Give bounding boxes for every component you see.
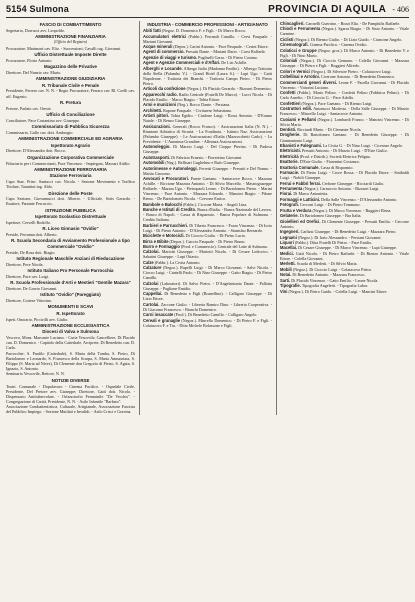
directory-entry (280, 74, 409, 79)
entry-text: (Negoz.). Di Cioccio Luigi. - Colaiacovo Pietro. (292, 266, 372, 272)
entry-category: Automobili (143, 160, 165, 166)
entry-text: Leone F. - Pacella Giovanni. - Di Placido Vincenzo. - Vittorini Luciano. (280, 79, 409, 90)
entry-text: Cecconi Luigi. - Di Pietro Tommaso. (299, 202, 361, 208)
entry-category: Tipografie. (280, 283, 301, 289)
entry-category: Agenti di commercio. (143, 49, 185, 55)
directory-text: Conciliatore, Pace Costantino avv. Giuseppe. (6, 117, 80, 123)
entry-category: Confetti (280, 90, 296, 96)
entry-category: Colaticci e Gruppe (280, 47, 317, 53)
directory-entry (143, 34, 272, 44)
directory-text: Associazione Combattentistica, Culturale, Artigianale, Associazione Fascista del Pubblico Impiego. - Sezione Mutilati e Invalidi. - Asilo Crisci e Gravina. (6, 404, 135, 415)
entry-category: Chincaglieri. (280, 21, 305, 26)
directory-entry (143, 239, 272, 244)
directory-entry (143, 108, 272, 113)
directory-entry (143, 92, 272, 102)
entry-category: Burro e Formaggio (143, 243, 180, 249)
directory-entry (280, 143, 409, 148)
entry-text: (Negoz.). Sgarra Biagio. - Di Sisto Antonio. - Vitale Carmine. (280, 26, 409, 37)
directory-entry (280, 106, 409, 116)
directory-text: Segretario, Dorrucci avv. Leopoldo. (6, 28, 65, 34)
directory-entry (280, 289, 409, 294)
entry-text: Mariotti Giuseppe. - Mariotti Nicola. - Di Cesare Lodovico. - Sabatini Giuseppe. - Lupi Ottavio. (143, 249, 272, 260)
section-heading: AMMINISTRAZIONE FINANZIARIA (35, 34, 106, 40)
section-heading: R. Tribunale Civile e Penale (41, 82, 100, 88)
directory-entry (143, 281, 272, 291)
entry-text: Di Pietro Luigi. - Croce Rossa. - Di Placido Ettore. - Sinibaldi Luigi. - Nobili Giuseppe. (280, 170, 409, 181)
section-heading: R. Liceo Ginnasio "Ovidio" (42, 226, 99, 232)
entry-category: Dentisti. (280, 127, 297, 133)
entry-text: Caroselli Guerrino. - Bozzi Elia. - De Pamphilis Raffaele. (305, 21, 401, 26)
entry-category: Elettricità (280, 153, 299, 159)
entry-category: Ferrai e Fabbri ferrai. (280, 180, 321, 186)
directory-entry (280, 245, 409, 250)
directory-entry (143, 55, 272, 60)
directory-entry (143, 176, 272, 201)
page-number: 5154 (6, 4, 27, 14)
entry-category: Esattoria Comunale. (280, 164, 320, 170)
directory-entry (143, 144, 272, 154)
section-heading: R. Ispettorato (56, 310, 85, 316)
directory-entry (280, 90, 409, 100)
directory-entry (280, 213, 409, 218)
entry-category: Ingegneri. (280, 229, 300, 235)
entry-category: Architetti. (143, 107, 163, 113)
directory-entry (280, 80, 409, 90)
directory-entry (143, 102, 272, 107)
entry-category: Calzature (143, 265, 162, 271)
column-3 (276, 21, 409, 415)
entry-text: De Lisi Achille. (221, 60, 248, 66)
entry-category: Cappellai. (143, 291, 163, 297)
entry-text: (Negoz.). Di Marco Vincenzo. - Ruggieri Elena. (312, 207, 392, 213)
entry-text: Di Tiberio Francesco. - Forza Vincenzo. - Di Iorio Luigi. - Di Pietro Antonio. - D'Alessandro Antonio. - Stanislao Bernardo. (143, 222, 272, 233)
entry-category: Merletti. (280, 261, 296, 267)
entry-text: (Prod.). Di Benedetto Camillo. - Calligaro Angelo. (174, 312, 258, 318)
entry-text: (Negoz. gros.). Di Marco Antonio. - Di Benedetto V. e Figli. - Di Nino Mario. (280, 47, 409, 58)
entry-text: (Negoz.). Pace Gaetano. - Di Rienzo Luigi. (301, 100, 373, 106)
entry-text: Di Cioccio Giulio. - Di Pietro Lucio. (185, 233, 246, 239)
entry-category: Frutta e Verdura (280, 207, 312, 213)
section-heading: R. Scuola Secondaria di Avviamento Professionale a tipo Commerciale "Ovidio" (11, 238, 130, 249)
entry-text: Cicerone Antonio. - Di Benedetto Domenico. (320, 74, 396, 80)
entry-text: (Fabbr.). Mario Pelino. - Confetti Pelino (Fabbrica Pelino). - Di Carlo Aurelio. - Di Cioccio G. - Pace Adolfo. (280, 90, 409, 101)
entry-text: (Negoz.). Di Placido Gerardo. - Bizzarri Domenico. (186, 86, 272, 92)
section-heading: R. Pretura (60, 99, 81, 105)
entry-category: Autonoleggio. (143, 144, 171, 150)
entry-category: Liquori (280, 240, 294, 246)
entry-text: (Negoz.). Di Rienzo Giulio. - Di Lizio Guido. - Ciancone Angelo. (294, 36, 403, 42)
directory-text: Ispett. Onorario, Piccirilli avv. Giulio. (6, 316, 69, 322)
entry-text: (Negoz. D. Domenico F. e Figli. - Di Marco Rocco. (161, 28, 247, 34)
directory-entry (280, 235, 409, 240)
entry-text: (Fabbr.). Ciccone Maria. - Angeli Lina. (182, 201, 248, 207)
entry-text: Ferretti Giuseppe. - Presutti e Del Nonno. - Mattia Giacomo. (143, 165, 272, 176)
section-heading: AMMINISTRAZIONE GIUDIZIARIA (35, 76, 106, 82)
section-subheading: (Ufficio del Registro) (53, 40, 88, 45)
directory-text: Pretore, Parlato cav. Oreste. (6, 105, 52, 111)
directory-entry (280, 127, 409, 132)
section-heading: Ispettorato Agrario (50, 142, 91, 148)
text-columns (6, 21, 409, 415)
entry-category: Avvocati e Procuratori. (143, 176, 190, 182)
entry-category: Drogherie. (280, 132, 301, 138)
directory-text: Direttore, De Gravio Giovanni. (6, 285, 58, 291)
entry-category: Articoli da confezione (143, 86, 186, 92)
entry-category: Calzolai. (143, 249, 160, 255)
entry-text: (Negoz.). Di Silvestre Pietro. - Colaiacovo Luigi. (310, 68, 392, 74)
entry-text: Della Salle Vincenzo. - D'Alessandro Antonio. (321, 196, 398, 202)
entry-text: (Negoz.). Rupelli Luigi. - Di Marco Giovanni. - Salvi Nicola. - Ciocco Luigi. - Cantelli Paolo. - Di Nino Giuseppe. - Gatto Biagio. - Di Pietro Camillo. (143, 265, 272, 281)
entry-text: Di Bartolomeo Gaetano. - Di Benedetto Giuseppe. - Di Giannantonio Luigi. (280, 132, 409, 143)
entry-category: Notai. (280, 272, 292, 278)
entry-text: (Depos.). Ciaccio Pasquale. - Di Pietro Bruno. (169, 238, 246, 244)
section-heading: NOTIZIE DIVERSE (51, 377, 90, 383)
entry-category: Coltellinai e Arrotini. (280, 74, 320, 80)
directory-entry (280, 261, 409, 266)
directory-text: Direttore, Cortese Vittorino. (6, 298, 53, 304)
directory-entry (143, 49, 272, 54)
directory-entry (143, 155, 272, 160)
entry-category: Costruttori edili. (280, 106, 312, 112)
directory-text: Vescovo, Mons. Marcante Luciano. - Curia Vescovile, Cancelliere, Di Placido can. D. Domenico. - Capitolo della Cattedrale, Arciprete, Di Benedetto can. D. Carlo. (6, 335, 135, 351)
directory-entry (280, 278, 409, 283)
directory-entry (280, 58, 409, 68)
directory-entry (280, 37, 409, 42)
entry-text: Presutti Antonio. - Di Marzio Luigi. - D'Este Giulio. (301, 148, 388, 154)
entry-category: Vini (280, 288, 288, 294)
entry-category: Ciclisti (280, 36, 294, 42)
directory-entry (143, 28, 272, 33)
directory-entry (143, 302, 272, 312)
entry-text: (Negoz.). Di Pietro Guido. - Colella Luigi. - Mancini Ettore. (288, 288, 388, 294)
section-heading: Ufficio di Conciliazione (46, 111, 95, 117)
entry-text: Tipografia Angeletti. - Tipografia Labor. (301, 283, 369, 289)
directory-entry (280, 170, 409, 180)
entry-text: (Negoz.). Di Iorio Alessandro. - Persiani Giovanni. (297, 234, 382, 240)
directory-entry (143, 291, 272, 301)
entry-category: Commercianti generi diversi. (280, 79, 338, 85)
directory-entry (280, 69, 409, 74)
entry-text: Radio Centrale (Fratelli De Marco). - Lucci Nicola. - Di Placido Emilio. - Marco Biagio. - Tobia Ettore. (143, 91, 272, 102)
directory-entry (280, 229, 409, 234)
province-number: - 406 (392, 5, 409, 14)
entry-text: (Negoz.). Lombardi Franco. - Mancini Vincenzo. - Di Silvio Mario. (280, 116, 409, 127)
directory-text: Commissario, Gallo cav. dott. Ambrogio. (6, 129, 74, 135)
directory-entry (143, 233, 272, 238)
entry-text: (Neg.). Bellisari Guglielmo e Rufo Giuseppe. (165, 160, 240, 166)
directory-entry (280, 165, 409, 170)
directory-entry (280, 132, 409, 142)
entry-category: Artisti pittori. (143, 113, 170, 119)
entry-category: Farmacie. (280, 170, 300, 176)
entry-category: Calze (143, 259, 154, 265)
entry-text: Di Cesare Giuseppe. - Di Marco Vincenzo. - Lupi Giuseppe. (298, 245, 398, 251)
entry-category: Abiti fatti (143, 28, 161, 34)
entry-category: Confettieri (280, 100, 301, 106)
directory-entry (280, 148, 409, 153)
entry-text: Pugliselli Gerar. - Di Pietro Cosimo. (198, 54, 258, 60)
directory-entry (143, 318, 272, 328)
section-heading: AMMINISTRAZIONE COMMERCIALE ED AGRARIA (18, 136, 123, 142)
entry-text: D'Este Giulio. - Fiorentini Costanzo. (299, 159, 360, 165)
entry-text: Di Fabrizio Ernesto. - Fiorentino Giovanni. (171, 154, 243, 160)
directory-entry (280, 21, 409, 26)
directory-entry (280, 101, 409, 106)
entry-category: Elettricisti. (280, 148, 301, 154)
entry-category: Esattorie. (280, 159, 299, 165)
entry-category: Assicurazioni. (143, 123, 171, 129)
section-heading: Commissariato di Pubblica Sicurezza (31, 123, 110, 129)
section-heading: Direzione delle Poste (48, 190, 93, 196)
entry-category: Macellai. (280, 245, 298, 251)
entry-category: Mobili (280, 266, 292, 272)
directory-entry (143, 124, 272, 144)
directory-entry (143, 249, 272, 259)
entry-category: Agent e Agenzie Commerciali e d'Affari. (143, 60, 221, 66)
directory-text: Preside, De Rosa dott. Biagio. (6, 249, 56, 255)
directory-text: Procuratore, Florio Antonio. (6, 57, 53, 63)
directory-entry (280, 26, 409, 36)
entry-category: Fotografi. (280, 202, 299, 208)
entry-category: Legnami (280, 234, 297, 240)
city-name: Sulmona (29, 4, 69, 14)
entry-text: (Laboratori). Di Salvo Pietro. - D'Angelantonio Dante. - Pallotta Giuseppe. - Paglione Emidio. (143, 280, 272, 291)
page-city-heading (6, 4, 69, 14)
entry-category: Cereali e granaglie (143, 317, 181, 323)
directory-entry (143, 265, 272, 280)
directory-entry (280, 191, 409, 196)
directory-text: Direttore, Del Nunzio cav. Mario. (6, 69, 62, 75)
entry-category: Barbieri e Parrucchieri. (143, 222, 189, 228)
entry-category: Accumulatori elettrici (143, 33, 187, 39)
entry-text: (Fabbr.). Ditta Fratelli Di Pietro. - Pace Emilio. (294, 240, 373, 246)
directory-entry (280, 267, 409, 272)
section-heading: INDUSTRIA - COMMERCIO PROFESSIONI - ARTIGIANATO (147, 22, 268, 28)
entry-category: Carni insaccate (143, 312, 174, 318)
directory-entry (143, 86, 272, 91)
directory-entry (143, 66, 272, 86)
entry-text: Presutti Dante. - Mariani Dario. - Corsi Raffaele. (185, 49, 266, 55)
entry-category: Ferramenta (280, 186, 303, 192)
entry-category: Bambole e Balocchi (143, 201, 182, 207)
entry-category: Coloniali (280, 58, 298, 64)
entry-text: Cinema Pacifico. - Cinema Ovidio. (309, 42, 368, 48)
entry-category: Ebanisti e Falegnami. (280, 142, 322, 148)
entry-text: Rapone Pasquale. - Civitarese Sebastiano. (163, 107, 233, 113)
entry-text: Parete Gaetano. - Santacroce Rocco. - Mazzara Achille. - Riccione Mazzara Antonio. - Di Silvio Marcello. - Mastrogiuseppe Raffaele. - Mazara Ugo. - Pietropaoli Leone. - Di Bartolomeo Pietro. - Marini Vincenzo. - Pace Antonio. - Mazzara Edoardo. - Mancini Biagio. - Pilone Remo. - De Bartolomeis Nicola. - Cervone Enrico. (143, 176, 273, 202)
directory-text: Direttore, Pace cav. Luigi. (6, 273, 49, 279)
directory-entry (280, 159, 409, 164)
entry-category: Armi e munizioni (143, 102, 176, 108)
entry-text: Scuola di Merletti. - Di Silvio Maria. (296, 261, 358, 267)
directory-text: Seminario Vescovile, Rettore, N. N. (6, 371, 65, 377)
section-heading: Ispettorato Scolastico Distrettuale (34, 214, 107, 220)
directory-entry (280, 272, 409, 277)
entry-text: Di Bartolomeo Giuseppe. - Bar Italia. (299, 213, 362, 219)
entry-text: Di Marzio Luigi. - Del Cioppo Pierino. - Di Padova Giuseppe. (143, 144, 272, 155)
section-heading: Diocesi di Valva e Sulmona (42, 329, 99, 335)
directory-entry (143, 260, 272, 265)
section-heading: Istituto Regionale Maschile Anziani di Rieducazione (16, 255, 125, 261)
directory-entry (143, 207, 272, 222)
section-heading: FASCIO DI COMBATTIMENTO (39, 22, 102, 28)
directory-text: Presidente, Ferrero cav. N. N. - Regio Procuratore, Ferraro cav. Rl. Coelli cav. uff. Eugenio. (6, 88, 135, 99)
entry-text: (Prod. e Distrib.). Società Elettrica Peligna. (299, 153, 371, 159)
directory-entry (143, 312, 272, 317)
entry-text: Ricciardi Mario. - Di Clemente Nicola. (297, 127, 362, 133)
column-1 (6, 21, 135, 415)
entry-category: Banche e Istituti di Credito. (143, 207, 197, 213)
directory-entry (280, 181, 409, 186)
entry-category: Medici. (280, 250, 294, 256)
entry-text: (Depos.). Carini Antonio. - Pace Pasquale. - Cerini Ettore. (173, 44, 269, 49)
province-name: PROVINCIA DI AQUILA (268, 4, 387, 15)
entry-text: Cassa di Risparmio. (320, 164, 354, 170)
entry-category: Acque minerali (143, 44, 173, 49)
section-heading: AMMINISTRAZIONE ECCLESIASTICA (31, 322, 110, 328)
directory-entry (280, 186, 409, 191)
directory-text: Parrocchie: S. Panfilo (Cattedrale), S. Maria della Tomba, S. Pietro, Di Bartolomeo e Leonardo, S. Francesco della Scarpa, S. Maria Annunziata, S. Filippo (S. Maria ad Nives), Di Clemente don Gregorio di Pietro, S. Agata, S. Ignazio, S. Antonio. (6, 350, 135, 371)
directory-entry (280, 48, 409, 58)
entry-text: (Negoz.). Di Cioccio Gennaro. - Colella Giovanni. - Mazzara Giuseppe. - Di Pietro e Figli. - Ruggieri Alfredo. (280, 58, 409, 69)
entry-text: Antonucci Modesto. - Della Salle Giuseppe. - Di Marzio Francesco. - Mincello Luigi. - Santacroce Antonio. (280, 106, 409, 117)
section-heading: Stazione Ferroviaria (49, 173, 92, 179)
directory-entry (280, 42, 409, 47)
directory-text: Ispettore, Cervelli Rodolfo. (6, 220, 52, 226)
section-heading: Istituto Italiano Pro Personale Parrocchia (27, 267, 114, 273)
entry-text: Di Benedetto Antonio. - Mazzara Francesco. (292, 272, 366, 278)
directory-text: Direttore, Pece Nicola. (6, 261, 44, 267)
entry-text: Zaccone Giulio. - Libreria Ramiro Dino. - Libreria Cooperativa. - Di Giacomo Francesco. - Bianchi Domenico. (143, 301, 272, 312)
directory-entry (280, 208, 409, 213)
entry-category: Cuoiami e Pellami (280, 116, 317, 122)
entry-text: Di Marco Antonietta. (293, 191, 329, 197)
entry-category: Biciclette e Motocicli. (143, 233, 185, 239)
directory-entry (143, 223, 272, 233)
section-heading: MONUMENTI E SCAVI (47, 304, 94, 310)
entry-category: Agenzie di viaggi e turismo. (143, 54, 198, 60)
directory-entry (280, 283, 409, 288)
directory-text: Procuratore, Marimoni cav. Elio. - Successioni, Cavalli rag. Giovanni. (6, 45, 122, 51)
column-2 (139, 21, 272, 415)
section-heading: R. Scuola Professionale d'Arti e Mestieri "Gentile Mazara" (10, 280, 131, 286)
directory-entry (143, 166, 272, 176)
entry-category: Cinematografi. (280, 42, 309, 48)
directory-text: Teatri. Comunale - Dopolavoro - Cinema Pacifico. - Ospedale Civile, Presidente, Del Pretore avv. Giuseppe; Direttore, Gatti dott. Nicola. - Dispensario Antitubercolare. - Orfanotrofio Femminile "De Vecchis". - Congregazione di Carità, Presidente, N. N. - Asilo Infantile "Barbato". (6, 383, 135, 404)
entry-text: (Fabbr.). La Civita Antonio. (154, 259, 201, 265)
directory-entry (280, 251, 409, 261)
section-heading: Ufficio Distrettuale Imposte Dirette (34, 51, 107, 57)
entry-category: Fiorai. (280, 191, 293, 197)
directory-text: Direttore, D'Alessandro dott. Rocco. (6, 148, 66, 154)
entry-category: Gelaterie. (280, 213, 299, 219)
directory-entry (280, 202, 409, 207)
entry-category: Formaggi e Latticini. (280, 196, 321, 202)
directory-entry (280, 197, 409, 202)
entry-category: Autorimesse e Autonoleggi. (143, 165, 198, 171)
entry-text: (Neg.). Rocco Dante. - Persiana. (177, 102, 231, 108)
directory-entry (280, 117, 409, 127)
section-heading: AMMINISTRAZIONE FERROVIARIA (34, 166, 107, 172)
entry-text: Di Clemente Giuseppe. - Presutti Emilio. - Ceccone Antonio. (280, 218, 409, 229)
directory-text: Capo Sezione, Giovannucci dott. Alberto. - Ufficiale, Sotis Gerardo. - Esattore, Pariante Ferruccio. (6, 196, 135, 207)
directory-entry (143, 113, 272, 123)
section-heading: Istituto "Ovidio" (Pareggiato) (40, 292, 101, 298)
page-header (6, 4, 409, 18)
directory-entry (143, 244, 272, 249)
entry-category: Autotrasporti. (143, 154, 171, 160)
entry-text: Generali (Rocco Franco). - Assicurazioni Italia (N. N.). - Riunione Adriatica di Sicurtà. - La Fondiaria. - Istituto Naz. Assicurazioni (Palumbo Giuseppe). - Le Assicurazioni d'Italia (Mazzocchetti Carlo). - La Previdente. - L'Anonima Grandine. - Alleanza Assicurazioni. (143, 123, 272, 144)
section-heading: Magazzino delle Privative (44, 63, 97, 69)
entry-text: Cerbone Giuseppe. - Ricciardi Giulio. (322, 180, 385, 186)
entry-text: Tobia Egidio. - Ciarlone Luigi. - Rossi Antonio. - D'Eramo Natale. - Di Renzo Giuseppe. (143, 113, 273, 124)
entry-category: Calzolai (143, 280, 159, 286)
entry-text: Di Benedetto e Figli (Brunellino). - Calligaro Giuseppe. - Di Lizio Ettore. (143, 291, 272, 302)
entry-text: Di Placido Vincenzo. - Gatto Emilio. - Leone Nicola. (291, 277, 379, 283)
section-heading: Organizzazione Corporativa Commerciale (27, 154, 114, 160)
entry-text: (Prod. e Commercio). Centrale del Latte di Sulmona. (180, 243, 268, 249)
entry-category: Colori e Vernici (280, 68, 310, 74)
directory-text: Capo Staz. Princ. Santucci cav. Nicola. - Sezione Movimento e Traffico Titolare, Tarantini ing. Aldo. (6, 179, 135, 190)
directory-entry (280, 219, 409, 229)
entry-category: Chiodi e Ferramenta (280, 26, 321, 32)
entry-text: La Civita G. - Di Nino Luigi. - Cicerone Angelo. (322, 142, 403, 148)
entry-text: (Fabbr.). Ferrandi Camillo. - Cervi Pasquale. - Mariani Giovanni. (143, 33, 273, 44)
directory-entry (280, 240, 409, 245)
entry-category: Gioiellieri ed Orefici. (280, 218, 321, 224)
entry-text: Gatti Nicola. - Di Pietro Raffaele. - Di Rienzo Antonio. - Vitale Ettore. - Colella Giovanni. (280, 250, 409, 261)
section-heading: ISTRUZIONE PUBBLICA (45, 207, 96, 213)
entry-category: Apparecchi radio. (143, 91, 178, 97)
entry-category: Birra e Bibite (143, 238, 169, 244)
directory-entry (143, 60, 272, 65)
entry-text: (Negoz.). Mincello Domenico. - Di Pietro F. e Figli. - Colaiacovo F. e Tiu. - Ditta Michele Bolassone e Figli. (143, 317, 273, 328)
entry-category: Sarti. (280, 277, 291, 283)
entry-text: Albergo Italia (Madonna Emilio). - Albergo Trattoria della Stella (Palumbo V.). - Grand Hotel (Laura S.). - Lupi Ugo. - Gatti Napoleone. - Trattoria dei Bianchi. - Trattoria Campo Pietro. - Di Pietro Pietro. (143, 65, 272, 86)
directory-text: Preside, Ferranna dott. Alberto. (6, 232, 58, 238)
entry-text: (Negoz.). Carnuccio Antonio. - Bizzarri Luigi. (303, 186, 380, 192)
entry-text: Banca d'Italia. - Banca Nazionale del Lavoro. - Banco di Napoli. - Cassa di Risparmio. - Banca Popolare di Sulmona. - Credito Italiano. (143, 207, 272, 223)
directory-entry (143, 202, 272, 207)
directory-text: Fiduciario per i Commercianti, Pace Vincenzo. - Impiegato, Massari Attilio. (6, 160, 131, 166)
entry-category: Cartolai. (143, 301, 160, 307)
province-heading (268, 4, 409, 15)
directory-entry (143, 160, 272, 165)
directory-entry (143, 44, 272, 49)
entry-category: Alberghi e Locande. (143, 65, 183, 71)
directory-entry (280, 154, 409, 159)
entry-text: Carlizzi Giuseppe. - Di Benedetto Luigi. - Mazzara Pietro. (300, 229, 397, 235)
